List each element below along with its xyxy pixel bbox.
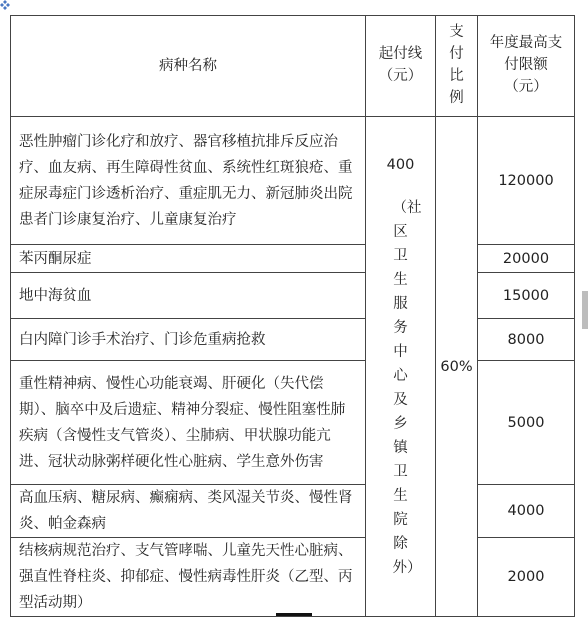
- header-ratio: 支付比例: [436, 16, 478, 117]
- disease-cell: 高血压病、糖尿病、癫痫病、类风湿关节炎、慢性肾炎、帕金森病: [11, 485, 366, 538]
- header-disease-name: 病种名称: [11, 16, 366, 117]
- scrollbar-thumb[interactable]: [582, 291, 588, 329]
- disease-cell: 地中海贫血: [11, 273, 366, 319]
- disease-cell: 苯丙酮尿症: [11, 245, 366, 273]
- medical-payment-table: [10, 15, 575, 617]
- threshold-amount: 400: [386, 157, 415, 173]
- header-threshold: 起付线（元）: [366, 16, 436, 117]
- threshold-cell: [366, 117, 436, 617]
- limit-cell: 8000: [478, 319, 575, 361]
- limit-cell: 2000: [478, 538, 575, 617]
- limit-cell: 20000: [478, 245, 575, 273]
- move-handle-icon[interactable]: [0, 0, 10, 10]
- disease-cell: 白内障门诊手术治疗、门诊危重病抢救: [11, 319, 366, 361]
- limit-cell: 120000: [478, 117, 575, 245]
- disease-cell: 重性精神病、慢性心功能衰竭、肝硬化（失代偿期）、脑卒中及后遗症、精神分裂症、慢性阻塞性肺疾病（含慢性支气管炎）、尘肺病、甲状腺功能亢进、冠状动脉粥样硬化性心脏病、学生意外伤害: [11, 361, 366, 485]
- disease-cell: 结核病规范治疗、支气管哮喘、儿童先天性心脏病、强直性脊柱炎、抑郁症、慢性病毒性肝炎（乙型、丙型活动期）: [11, 538, 366, 617]
- header-annual-limit: 年度最高支付限额（元）: [478, 16, 575, 117]
- ratio-cell: 60%: [436, 117, 478, 617]
- limit-cell: 15000: [478, 273, 575, 319]
- limit-cell: 4000: [478, 485, 575, 538]
- threshold-note: （社区卫生服务中心及乡镇卫生院除外）: [392, 200, 422, 576]
- disease-cell: 恶性肿瘤门诊化疗和放疗、器官移植抗排斥反应治疗、血友病、再生障碍性贫血、系统性红斑狼疮、重症尿毒症门诊透析治疗、重症肌无力、新冠肺炎出院患者门诊康复治疗、儿童康复治疗: [11, 117, 366, 245]
- limit-cell: 5000: [478, 361, 575, 485]
